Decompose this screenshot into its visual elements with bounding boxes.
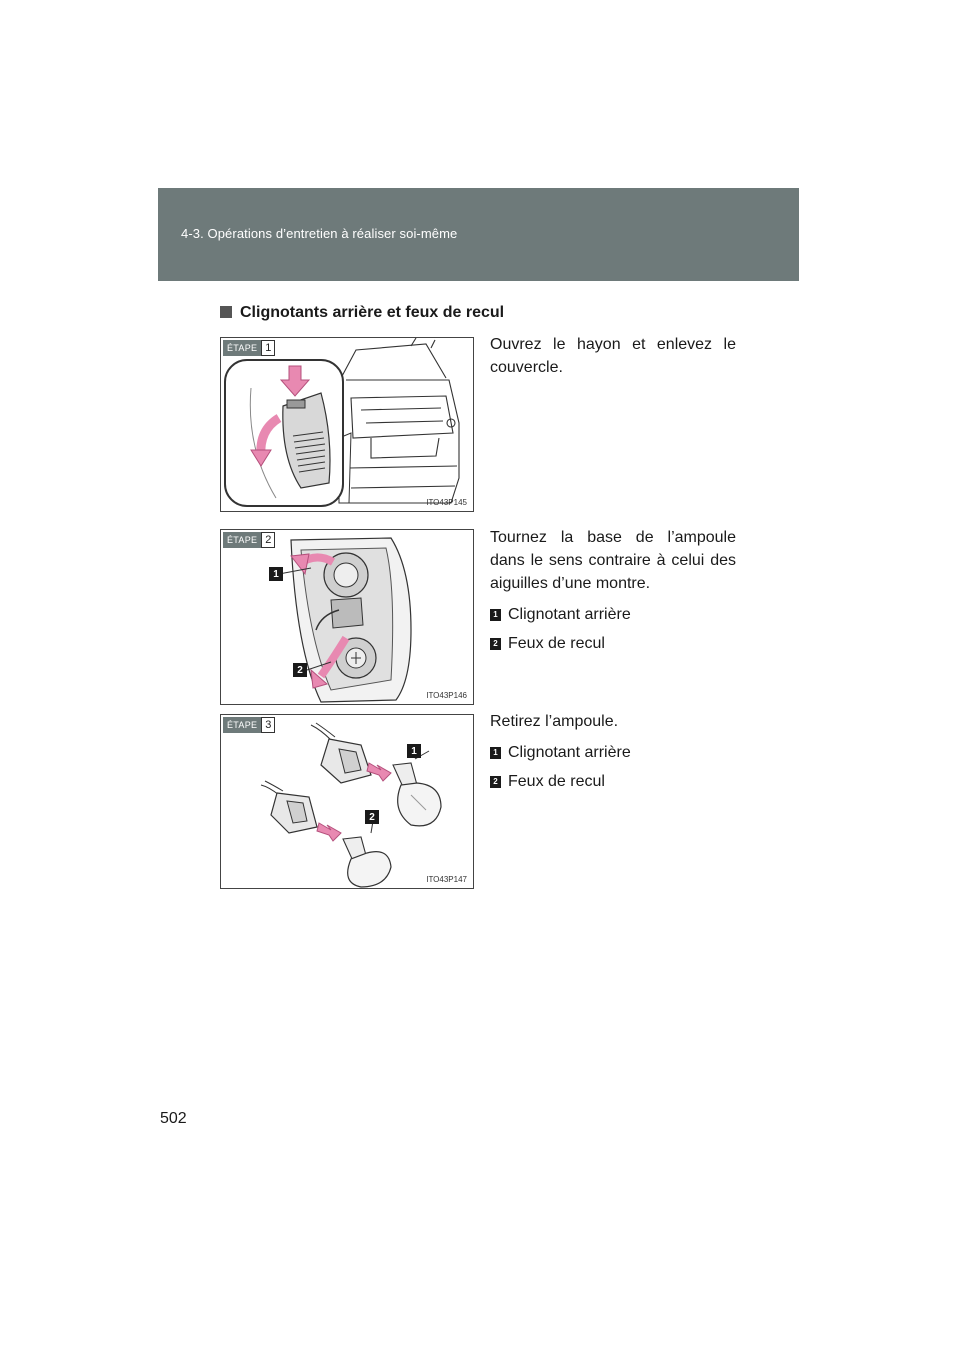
callout-2: 2	[293, 663, 307, 677]
step-2-instruction: Tournez la base de l’ampoule dans le sens contraire à celui des aiguilles d’une montre.	[490, 529, 736, 592]
step-2-text	[490, 526, 736, 655]
list-item	[490, 603, 736, 626]
arrow-right-icon	[317, 823, 341, 841]
figure-code: ITO43P146	[426, 691, 467, 700]
figure-code: ITO43P147	[426, 875, 467, 884]
square-bullet-icon	[220, 306, 232, 318]
list-item	[490, 741, 736, 764]
step-1-instruction: Ouvrez le hayon et enlevez le couvercle.	[490, 336, 736, 376]
list-item-label: Feux de recul	[508, 635, 605, 652]
arrow-right-icon	[367, 763, 391, 781]
chapter-title: 4-3. Opérations d’entretien à réaliser soi-même	[181, 226, 458, 241]
step-badge-word: ÉTAPE	[223, 717, 261, 733]
chapter-header-band	[158, 188, 799, 281]
section-title	[220, 304, 504, 322]
step-badge	[223, 340, 275, 356]
list-item	[490, 770, 736, 793]
step-badge-word: ÉTAPE	[223, 532, 261, 548]
section-title-text: Clignotants arrière et feux de recul	[240, 304, 505, 321]
bulb-removal-illustration	[221, 715, 474, 889]
step-3-instruction: Retirez l’ampoule.	[490, 713, 619, 730]
step-1-text	[490, 333, 736, 379]
open-hatchback-illustration	[221, 338, 474, 512]
lamp-housing-illustration	[221, 530, 474, 705]
number-marker: 1	[490, 747, 501, 759]
step-badge	[223, 717, 275, 733]
step-badge	[223, 532, 275, 548]
figure-step-1	[220, 337, 474, 512]
step-badge-number: 1	[261, 340, 275, 356]
figure-step-2	[220, 529, 474, 705]
callout-1: 1	[407, 744, 421, 758]
list-item-label: Clignotant arrière	[508, 606, 631, 623]
list-item-label: Clignotant arrière	[508, 744, 631, 761]
list-item	[490, 632, 736, 655]
figure-step-3	[220, 714, 474, 889]
figure-code: ITO43P145	[426, 498, 467, 507]
page-number: 502	[160, 1110, 187, 1127]
number-marker: 2	[490, 776, 501, 788]
list-item-label: Feux de recul	[508, 773, 605, 790]
step-badge-word: ÉTAPE	[223, 340, 261, 356]
callout-2: 2	[365, 810, 379, 824]
step-3-text	[490, 710, 736, 793]
number-marker: 1	[490, 609, 501, 621]
number-marker: 2	[490, 638, 501, 650]
step-badge-number: 3	[261, 717, 275, 733]
step-badge-number: 2	[261, 532, 275, 548]
callout-1: 1	[269, 567, 283, 581]
